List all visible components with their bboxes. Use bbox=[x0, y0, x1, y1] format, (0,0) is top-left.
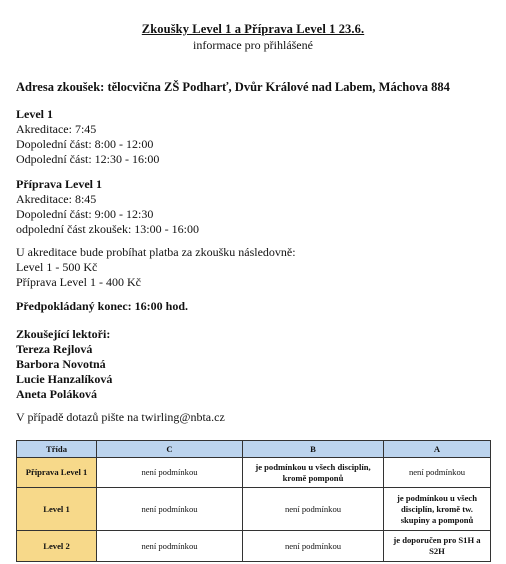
row-label: Level 2 bbox=[17, 531, 97, 562]
table-header-cell: C bbox=[97, 441, 243, 458]
priprava-line: odpolední část zkoušek: 13:00 - 16:00 bbox=[16, 222, 199, 236]
priprava-line: Akreditace: 8:45 bbox=[16, 192, 97, 206]
table-header-cell: A bbox=[384, 441, 491, 458]
level1-line: Odpolední část: 12:30 - 16:00 bbox=[16, 152, 160, 166]
table-cell: je podmínkou u všech disciplín, kromě pomponů bbox=[243, 458, 384, 488]
table-header-row bbox=[17, 441, 491, 458]
level1-section bbox=[16, 107, 159, 167]
lecturer-name: Lucie Hanzalíková bbox=[16, 372, 113, 386]
row-label: Příprava Level 1 bbox=[17, 458, 97, 488]
table-row bbox=[17, 458, 491, 488]
table-cell: není podmínkou bbox=[97, 531, 243, 562]
payment-line: Level 1 - 500 Kč bbox=[16, 260, 98, 274]
end-time: Předpokládaný konec: 16:00 hod. bbox=[16, 299, 189, 313]
lecturers-heading: Zkoušející lektoři: bbox=[16, 327, 111, 341]
priprava-heading: Příprava Level 1 bbox=[16, 177, 102, 191]
table-cell: je doporučen pro S1H a S2H bbox=[384, 531, 491, 562]
table-row bbox=[17, 531, 491, 562]
lecturer-name: Tereza Rejlová bbox=[16, 342, 93, 356]
level1-line: Akreditace: 7:45 bbox=[16, 122, 97, 136]
table-cell: není podmínkou bbox=[97, 488, 243, 531]
payment-intro: U akreditace bude probíhat platba za zkoušku následovně: bbox=[16, 245, 296, 259]
exam-address: Adresa zkoušek: tělocvična ZŠ Podharť, Dvůr Králové nad Labem, Máchova 884 bbox=[16, 80, 450, 94]
requirements-table bbox=[16, 440, 491, 562]
table-cell: není podmínkou bbox=[243, 488, 384, 531]
contact-line: V případě dotazů pište na twirling@nbta.cz bbox=[16, 410, 225, 424]
priprava-section bbox=[16, 177, 199, 237]
payment-line: Příprava Level 1 - 400 Kč bbox=[16, 275, 141, 289]
table-cell: není podmínkou bbox=[384, 458, 491, 488]
document-title: Zkoušky Level 1 a Příprava Level 1 23.6. bbox=[141, 22, 365, 36]
lecturers-section bbox=[16, 327, 112, 402]
table-header-cell: Třída bbox=[17, 441, 97, 458]
row-label: Level 1 bbox=[17, 488, 97, 531]
table-row bbox=[17, 488, 491, 531]
level1-line: Dopolední část: 8:00 - 12:00 bbox=[16, 137, 154, 151]
table-header-cell: B bbox=[243, 441, 384, 458]
table-cell: není podmínkou bbox=[97, 458, 243, 488]
document-subtitle: informace pro přihlášené bbox=[193, 38, 313, 52]
priprava-line: Dopolední část: 9:00 - 12:30 bbox=[16, 207, 154, 221]
lecturer-name: Barbora Novotná bbox=[16, 357, 106, 371]
table-cell: není podmínkou bbox=[243, 531, 384, 562]
level1-heading: Level 1 bbox=[16, 107, 53, 121]
payment-section bbox=[16, 245, 296, 290]
table-cell: je podmínkou u všech disciplín, kromě tw. skupiny a pomponů bbox=[384, 488, 491, 531]
lecturer-name: Aneta Poláková bbox=[16, 387, 97, 401]
